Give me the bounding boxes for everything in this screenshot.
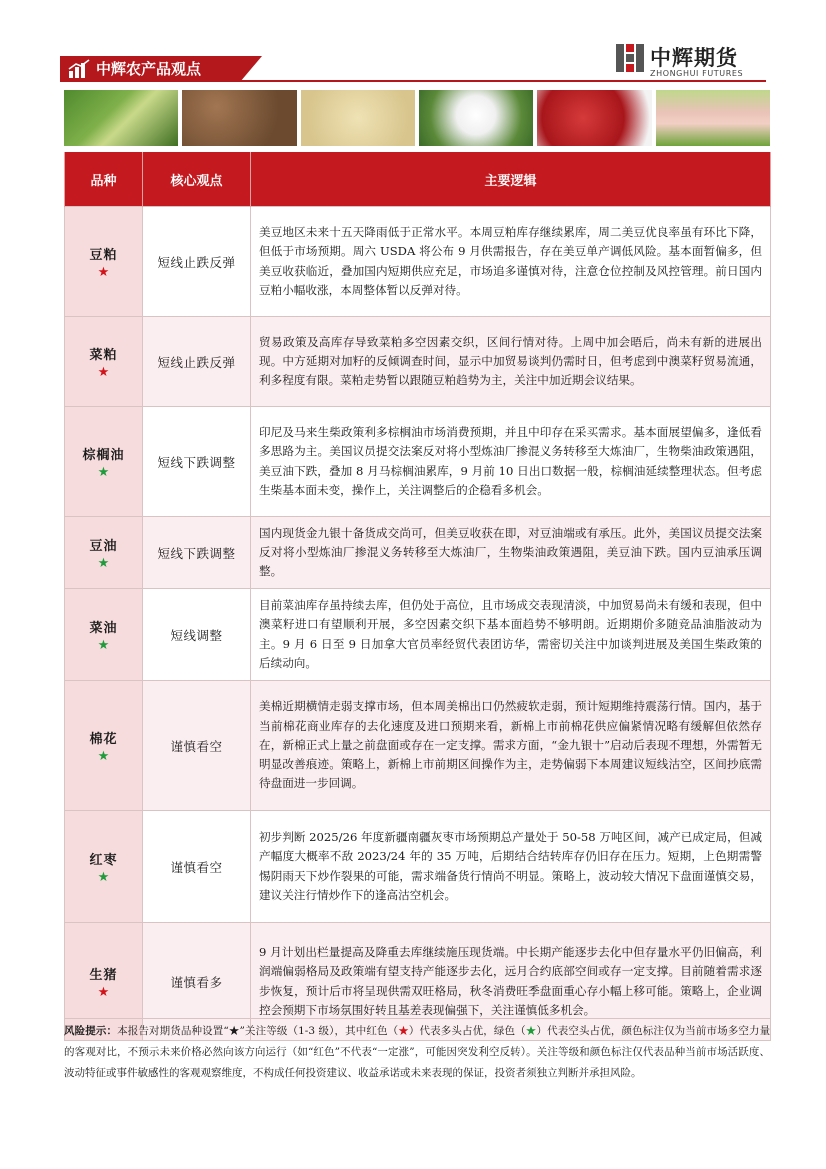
green-star-icon: ★ [525, 1025, 537, 1037]
green-star-icon: ★ [97, 748, 110, 764]
soybean-plant-photo [64, 90, 178, 146]
agri-outlook-table [64, 152, 771, 1041]
core-view: 短线止跌反弹 [143, 317, 251, 407]
main-logic: 印尼及马来生柴政策利多棕榈油市场消费预期，并且中印存在采买需求。基本面展望偏多，逢低看多思路为主。美国议员提交法案反对将小型炼油厂掺混义务转移至大炼油厂，生物柴油政策遇阻，美豆油下跌，叠加 8 月马棕榈油累库，9 月前 10 日出口数据一般，棕榈油延续整理状态。但考虑生柴基本面未变，操作上，关注调整后的企稳看多机会。 [251, 407, 771, 517]
green-star-icon: ★ [97, 869, 110, 885]
variety-cell [65, 317, 143, 407]
core-view: 短线下跌调整 [143, 407, 251, 517]
logo-text-cn: 中辉期货 [650, 46, 738, 70]
header-main-logic: 主要逻辑 [251, 152, 771, 207]
red-star-icon: ★ [97, 264, 110, 280]
header-variety: 品种 [65, 152, 143, 207]
table-row [65, 811, 771, 923]
variety-name: 棕榈油 [82, 447, 125, 463]
page-header [60, 40, 766, 86]
variety-name: 棉花 [89, 731, 118, 747]
section-banner-title: 中辉农产品观点 [60, 56, 240, 82]
pig-photo [656, 90, 770, 146]
table-row [65, 317, 771, 407]
rapeseed-meal-photo [182, 90, 296, 146]
core-view: 谨慎看空 [143, 811, 251, 923]
main-logic: 国内现货金九银十备货成交尚可，但美豆收获在即，对豆油端或有承压。此外，美国议员提交法案反对将小型炼油厂掺混义务转移至大炼油厂，生物柴油政策遇阻，美豆油下跌。国内豆油承压调整。 [251, 517, 771, 589]
main-logic: 初步判断 2025/26 年度新疆南疆灰枣市场预期总产量处于 50-58 万吨区间，减产已成定局，但减产幅度大概率不敌 2023/24 年的 35 万吨，后期结合结转库存仍旧存在压力。短期，上色期需警惕阴雨天下炒作裂果的可能，需求端备货行情尚不明显。策略上，波动较大情况下盘面谨慎交易，建议关注行情炒作下的逢高沽空机会。 [251, 811, 771, 923]
variety-name: 红枣 [89, 852, 118, 868]
core-view: 短线下跌调整 [143, 517, 251, 589]
variety-cell [65, 517, 143, 589]
red-star-icon: ★ [97, 364, 110, 380]
red-dates-photo [537, 90, 651, 146]
green-star-icon: ★ [97, 464, 110, 480]
core-view: 短线调整 [143, 589, 251, 681]
variety-name: 豆粕 [89, 247, 118, 263]
logo-mark-icon [616, 44, 644, 72]
variety-cell [65, 681, 143, 811]
risk-text: ）代表多头占优，绿色（ [408, 1025, 526, 1037]
core-view: 短线止跌反弹 [143, 207, 251, 317]
table-header-row [65, 152, 771, 207]
risk-text: 本报告对期货品种设置“★”关注等级（1-3 级），其中红色（ [117, 1025, 399, 1037]
banner-tail [240, 56, 262, 82]
main-logic: 美豆地区未来十五天降雨低于正常水平。本周豆粕库存继续累库，周二美豆优良率虽有环比下降，但低于市场预期。周六 USDA 将公布 9 月供需报告，存在美豆单产调低风险。基本面暂偏多，但美豆收获临近，叠加国内短期供应充足，市场追多谨慎对待，注意仓位控制及风控管理。前日国内豆粕小幅收涨，本周整体暂以反弹对待。 [251, 207, 771, 317]
red-star-icon: ★ [398, 1025, 409, 1037]
table-row [65, 589, 771, 681]
green-star-icon: ★ [97, 555, 110, 571]
core-view: 谨慎看空 [143, 681, 251, 811]
variety-cell [65, 407, 143, 517]
table-row [65, 681, 771, 811]
soybean-meal-photo [301, 90, 415, 146]
table-row [65, 207, 771, 317]
main-logic: 9 月计划出栏量提高及降重去库继续施压现货端。中长期产能逐步去化中但存量水平仍旧偏高，利润端偏弱格局及政策端有望支持产能逐步去化，远月合约底部空间或存一定支撑。目前随着需求逐步恢复，预计后市将呈现供需双旺格局，秋冬消费旺季盘面重心存小幅上移可能。策略上，企业调控会预期下市场氛围好转且基差表现偏强下，关注谨慎低多机会。 [251, 923, 771, 1041]
risk-text: ）代表空头占优，颜色标注仅为当前市场多空力量的客观对比，不预示未来价格必然向该方向运行（如“红色”不代表“一定涨”，可能因突发利空反转）。关注等级和颜色标注仅代表品种当前市场活跃度、波动特征或事件敏感性的客观观察维度，不构成任何投资建议、收益承诺或未来表现的保证，投资者须独立判断并承担风险。 [64, 1025, 771, 1079]
variety-name: 豆油 [89, 538, 118, 554]
main-logic: 贸易政策及高库存导致菜粕多空因素交织，区间行情对待。上周中加会晤后，尚未有新的进展出现。中方延期对加籽的反倾调查时间，显示中加贸易谈判仍需时日，但考虑到中澳菜籽贸易流通，利多程度有限。菜粕走势暂以跟随豆粕趋势为主，关注中加近期会议结果。 [251, 317, 771, 407]
variety-name: 生猪 [89, 967, 118, 983]
green-star-icon: ★ [97, 637, 110, 653]
main-logic: 美棉近期横情走弱支撑市场，但本周美棉出口仍然疲软走弱，预计短期维持震荡行情。国内，基于当前棉花商业库存的去化速度及进口预期来看，新棉上市前棉花供应偏紧情况略有缓解但依然存在，新棉正式上量之前盘面或存在一定支撑。需求方面，“金九银十”启动后表现不理想，外需暂无明显改善痕迹。策略上，新棉上市前期区间操作为主，走势偏弱下本周建议短线沽空，区间抄底需待盘面进一步回调。 [251, 681, 771, 811]
table-row [65, 517, 771, 589]
logo-text-en: ZHONGHUI FUTURES [650, 69, 744, 78]
header-core-view: 核心观点 [143, 152, 251, 207]
core-view: 谨慎看多 [143, 923, 251, 1041]
variety-cell [65, 811, 143, 923]
product-photo-strip [64, 90, 770, 146]
main-logic: 目前菜油库存虽持续去库，但仍处于高位，且市场成交表现清淡，中加贸易尚未有缓和表现，但中澳菜籽进口有望顺利开展，多空因素交织下基本面趋势不够明朗。近期期价多随竞品油脂波动为主。9 月 6 日至 9 日加拿大官员率经贸代表团访华，需密切关注中加谈判进展及美国生柴政策的后续动向。 [251, 589, 771, 681]
table-row [65, 407, 771, 517]
bar-chart-icon [68, 59, 90, 79]
variety-cell [65, 589, 143, 681]
cotton-photo [419, 90, 533, 146]
variety-name: 菜油 [89, 620, 118, 636]
risk-disclaimer [64, 1018, 770, 1084]
variety-cell [65, 207, 143, 317]
red-star-icon: ★ [97, 984, 110, 1000]
variety-name: 菜粕 [89, 347, 118, 363]
company-logo [616, 42, 766, 82]
risk-label: 风险提示： [64, 1025, 118, 1037]
